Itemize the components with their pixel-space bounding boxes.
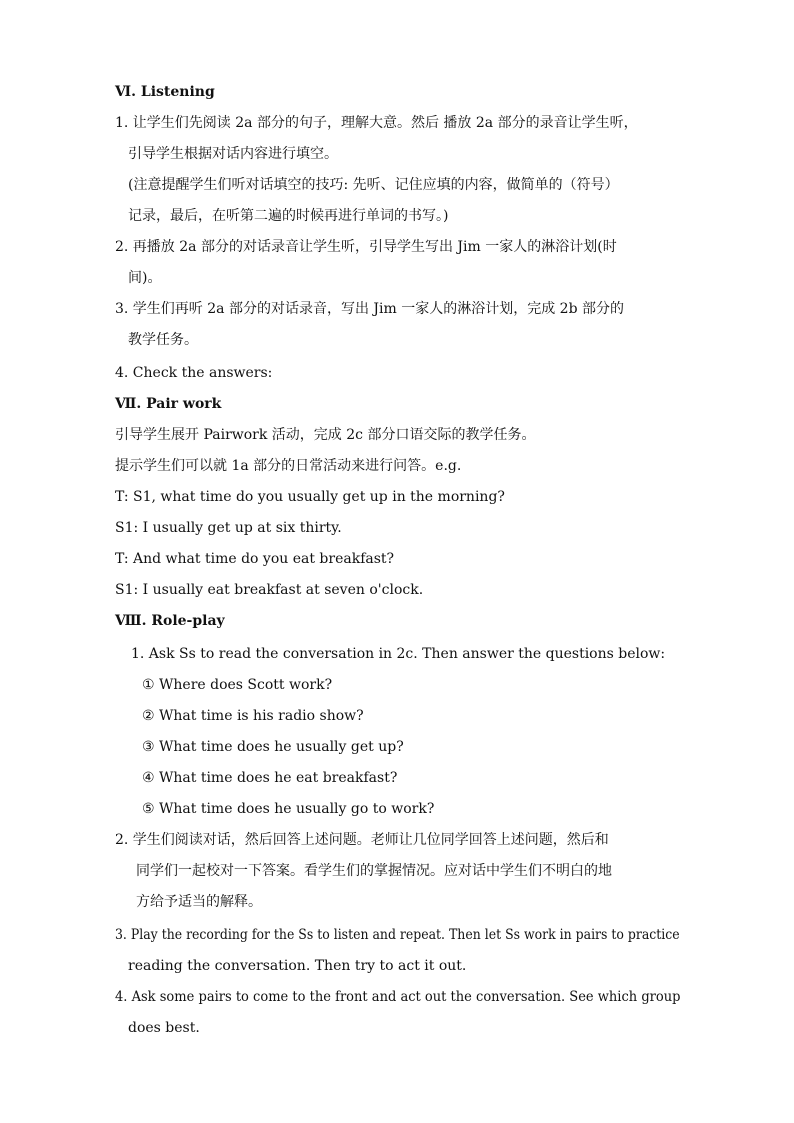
question-3: ③ What time does he usually get up?: [142, 739, 404, 755]
dialogue-line-3: T: And what time do you eat breakfast?: [115, 551, 395, 567]
dialogue-line-2: S1: I usually get up at six thirty.: [115, 520, 342, 536]
role-play-item-1: 1. Ask Ss to read the conversation in 2c. Then answer the questions below:: [131, 646, 666, 662]
role-play-item-3-line-1: 3. Play the recording for the Ss to listen and repeat. Then let Ss work in pairs to practice: [115, 927, 680, 943]
listening-item-1-line-2: 引导学生根据对话内容进行填空。: [128, 146, 338, 162]
listening-note-line-1: (注意提醒学生们听对话填空的技巧: 先听、记住应填的内容，做简单的（符号）: [128, 177, 619, 193]
pair-work-instruction: 引导学生展开 Pairwork 活动，完成 2c 部分口语交际的教学任务。: [115, 427, 536, 443]
listening-item-2-line-1: 2. 再播放 2a 部分的对话录音让学生听，引导学生写出 Jim 一家人的淋浴计划(时: [115, 239, 617, 255]
listening-item-3-line-2: 教学任务。: [128, 332, 198, 348]
question-4: ④ What time does he eat breakfast?: [142, 770, 398, 786]
section-heading-role-play: Ⅷ. Role-play: [115, 613, 225, 629]
listening-note-line-2: 记录，最后，在听第二遍的时候再进行单词的书写。): [128, 208, 449, 224]
question-1: ① Where does Scott work?: [142, 677, 333, 693]
listening-item-2-line-2: 间)。: [128, 270, 162, 286]
listening-item-1-line-1: 1. 让学生们先阅读 2a 部分的句子，理解大意。然后 播放 2a 部分的录音让学生听，: [115, 115, 638, 131]
role-play-item-3-line-2: reading the conversation. Then try to act it out.: [128, 958, 467, 974]
question-2: ② What time is his radio show?: [142, 708, 364, 724]
question-5: ⑤ What time does he usually go to work?: [142, 801, 435, 817]
listening-item-3-line-1: 3. 学生们再听 2a 部分的对话录音，写出 Jim 一家人的淋浴计划，完成 2b 部分的: [115, 301, 624, 317]
role-play-item-2-line-1: 2. 学生们阅读对话，然后回答上述问题。老师让几位同学回答上述问题，然后和: [115, 832, 609, 848]
pair-work-hint: 提示学生们可以就 1a 部分的日常活动来进行问答。e.g.: [115, 458, 462, 474]
section-heading-pair-work: Ⅶ. Pair work: [115, 396, 222, 412]
role-play-item-4-line-2: does best.: [128, 1020, 200, 1036]
role-play-item-2-line-3: 方给予适当的解释。: [136, 894, 262, 910]
listening-item-4: 4. Check the answers:: [115, 365, 273, 381]
section-heading-listening: Ⅵ. Listening: [115, 84, 215, 100]
dialogue-line-1: T: S1, what time do you usually get up in the morning?: [115, 489, 505, 505]
dialogue-line-4: S1: I usually eat breakfast at seven o'clock.: [115, 582, 424, 598]
role-play-item-2-line-2: 同学们一起校对一下答案。看学生们的掌握情况。应对话中学生们不明白的地: [136, 863, 612, 879]
role-play-item-4-line-1: 4. Ask some pairs to come to the front and act out the conversation. See which group: [115, 989, 681, 1005]
